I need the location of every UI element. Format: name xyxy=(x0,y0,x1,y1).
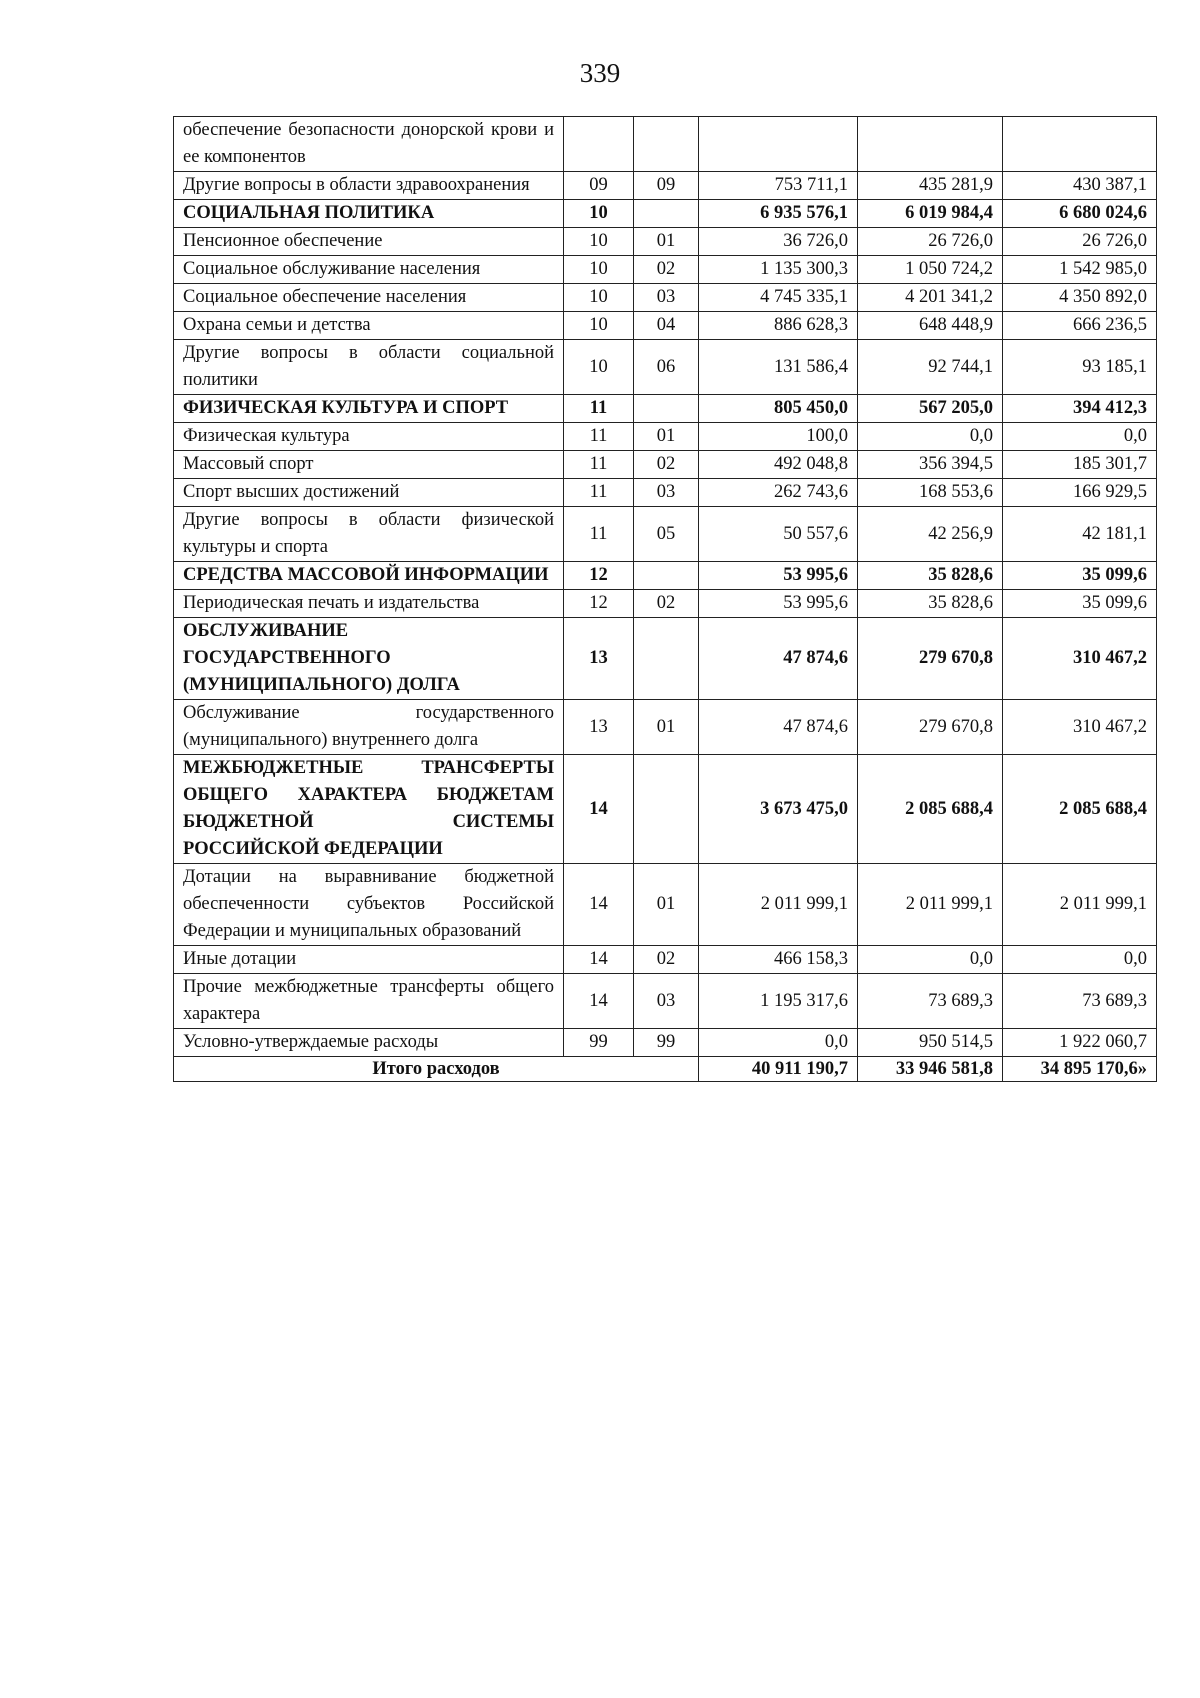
row-section-code: 11 xyxy=(564,395,634,423)
row-subsection-code: 02 xyxy=(634,451,699,479)
row-value-3: 0,0 xyxy=(1003,946,1157,974)
table-row xyxy=(174,974,1157,1029)
row-subsection-code xyxy=(634,395,699,423)
row-value-3 xyxy=(1003,117,1157,172)
row-subsection-code: 02 xyxy=(634,946,699,974)
table-row xyxy=(174,590,1157,618)
row-value-2: 648 448,9 xyxy=(858,312,1003,340)
expenditure-table xyxy=(173,116,1157,1082)
row-value-3: 6 680 024,6 xyxy=(1003,200,1157,228)
row-section-code xyxy=(564,117,634,172)
row-section-code: 13 xyxy=(564,618,634,700)
section-row xyxy=(174,755,1157,864)
row-value-3: 1 922 060,7 xyxy=(1003,1029,1157,1057)
table-row xyxy=(174,479,1157,507)
table-row xyxy=(174,228,1157,256)
row-value-1: 36 726,0 xyxy=(699,228,858,256)
row-value-1: 886 628,3 xyxy=(699,312,858,340)
row-value-2: 435 281,9 xyxy=(858,172,1003,200)
row-name-cell: Другие вопросы в области физической культуры и спорта xyxy=(174,507,564,562)
row-value-2: 168 553,6 xyxy=(858,479,1003,507)
row-subsection-code: 99 xyxy=(634,1029,699,1057)
row-subsection-code xyxy=(634,562,699,590)
row-subsection-code: 02 xyxy=(634,590,699,618)
row-name-cell: обеспечение безопасности донорской крови и ее компонентов xyxy=(174,117,564,172)
row-value-3: 2 011 999,1 xyxy=(1003,864,1157,946)
row-name-cell: Массовый спорт xyxy=(174,451,564,479)
total-value-1: 40 911 190,7 xyxy=(699,1057,858,1082)
row-section-code: 12 xyxy=(564,590,634,618)
total-label: Итого расходов xyxy=(174,1057,699,1082)
row-section-code: 10 xyxy=(564,284,634,312)
table-row xyxy=(174,340,1157,395)
row-value-2: 4 201 341,2 xyxy=(858,284,1003,312)
row-name-cell: Прочие межбюджетные трансферты общего характера xyxy=(174,974,564,1029)
row-name-cell: МЕЖБЮДЖЕТНЫЕ ТРАНСФЕРТЫ ОБЩЕГО ХАРАКТЕРА БЮДЖЕТАМ БЮДЖЕТНОЙ СИСТЕМЫ РОССИЙСКОЙ ФЕДЕРАЦИИ xyxy=(174,755,564,864)
section-row xyxy=(174,618,1157,700)
row-subsection-code: 01 xyxy=(634,423,699,451)
row-name-cell: Периодическая печать и издательства xyxy=(174,590,564,618)
row-value-2: 279 670,8 xyxy=(858,700,1003,755)
row-value-2: 0,0 xyxy=(858,946,1003,974)
row-subsection-code: 02 xyxy=(634,256,699,284)
row-value-1: 53 995,6 xyxy=(699,590,858,618)
row-subsection-code: 01 xyxy=(634,864,699,946)
total-value-3: 34 895 170,6» xyxy=(1003,1057,1157,1082)
row-value-3: 42 181,1 xyxy=(1003,507,1157,562)
row-subsection-code: 01 xyxy=(634,700,699,755)
row-section-code: 10 xyxy=(564,200,634,228)
row-value-2: 567 205,0 xyxy=(858,395,1003,423)
row-value-1: 3 673 475,0 xyxy=(699,755,858,864)
row-section-code: 10 xyxy=(564,228,634,256)
row-subsection-code xyxy=(634,618,699,700)
row-subsection-code: 03 xyxy=(634,284,699,312)
table-row xyxy=(174,507,1157,562)
row-name-cell: Иные дотации xyxy=(174,946,564,974)
row-subsection-code: 06 xyxy=(634,340,699,395)
row-value-1: 1 195 317,6 xyxy=(699,974,858,1029)
row-section-code: 99 xyxy=(564,1029,634,1057)
table-row xyxy=(174,312,1157,340)
row-name-cell: Другие вопросы в области здравоохранения xyxy=(174,172,564,200)
row-section-code: 11 xyxy=(564,423,634,451)
row-value-3: 35 099,6 xyxy=(1003,590,1157,618)
row-value-2 xyxy=(858,117,1003,172)
row-section-code: 10 xyxy=(564,312,634,340)
row-name-cell: ОБСЛУЖИВАНИЕ ГОСУДАРСТВЕННОГО (МУНИЦИПАЛЬНОГО) ДОЛГА xyxy=(174,618,564,700)
table-row xyxy=(174,284,1157,312)
row-name-cell: СРЕДСТВА МАССОВОЙ ИНФОРМАЦИИ xyxy=(174,562,564,590)
row-value-2: 35 828,6 xyxy=(858,590,1003,618)
row-value-1: 47 874,6 xyxy=(699,618,858,700)
row-name-cell: Охрана семьи и детства xyxy=(174,312,564,340)
row-name-cell: Условно-утверждаемые расходы xyxy=(174,1029,564,1057)
row-value-1: 262 743,6 xyxy=(699,479,858,507)
row-subsection-code: 04 xyxy=(634,312,699,340)
row-value-2: 26 726,0 xyxy=(858,228,1003,256)
row-subsection-code: 09 xyxy=(634,172,699,200)
row-value-2: 1 050 724,2 xyxy=(858,256,1003,284)
table-row xyxy=(174,946,1157,974)
page-number: 339 xyxy=(579,58,621,88)
row-value-2: 2 011 999,1 xyxy=(858,864,1003,946)
row-section-code: 09 xyxy=(564,172,634,200)
row-subsection-code: 01 xyxy=(634,228,699,256)
row-value-1: 466 158,3 xyxy=(699,946,858,974)
row-value-3: 4 350 892,0 xyxy=(1003,284,1157,312)
row-section-code: 14 xyxy=(564,946,634,974)
row-section-code: 10 xyxy=(564,340,634,395)
row-value-2: 92 744,1 xyxy=(858,340,1003,395)
row-section-code: 11 xyxy=(564,451,634,479)
row-section-code: 10 xyxy=(564,256,634,284)
row-subsection-code: 03 xyxy=(634,479,699,507)
table-body xyxy=(174,117,1157,1057)
table-row xyxy=(174,256,1157,284)
table-row xyxy=(174,1029,1157,1057)
row-name-cell: Обслуживание государственного (муниципального) внутреннего долга xyxy=(174,700,564,755)
row-name-cell: Спорт высших достижений xyxy=(174,479,564,507)
row-value-3: 1 542 985,0 xyxy=(1003,256,1157,284)
row-value-2: 950 514,5 xyxy=(858,1029,1003,1057)
section-row xyxy=(174,200,1157,228)
section-row xyxy=(174,562,1157,590)
row-value-1: 2 011 999,1 xyxy=(699,864,858,946)
row-value-2: 2 085 688,4 xyxy=(858,755,1003,864)
table-row xyxy=(174,864,1157,946)
row-value-3: 73 689,3 xyxy=(1003,974,1157,1029)
table-row xyxy=(174,117,1157,172)
row-value-3: 310 467,2 xyxy=(1003,618,1157,700)
row-section-code: 12 xyxy=(564,562,634,590)
row-subsection-code: 03 xyxy=(634,974,699,1029)
row-value-2: 42 256,9 xyxy=(858,507,1003,562)
row-subsection-code xyxy=(634,200,699,228)
total-row xyxy=(174,1057,1157,1082)
row-name-cell: Дотации на выравнивание бюджетной обеспеченности субъектов Российской Федерации и муниципальных образований xyxy=(174,864,564,946)
row-name-cell: СОЦИАЛЬНАЯ ПОЛИТИКА xyxy=(174,200,564,228)
row-section-code: 11 xyxy=(564,479,634,507)
row-value-3: 2 085 688,4 xyxy=(1003,755,1157,864)
row-value-2: 279 670,8 xyxy=(858,618,1003,700)
row-section-code: 13 xyxy=(564,700,634,755)
row-value-3: 166 929,5 xyxy=(1003,479,1157,507)
row-value-1: 0,0 xyxy=(699,1029,858,1057)
row-value-3: 310 467,2 xyxy=(1003,700,1157,755)
row-section-code: 14 xyxy=(564,864,634,946)
row-name-cell: Социальное обслуживание населения xyxy=(174,256,564,284)
row-section-code: 11 xyxy=(564,507,634,562)
row-name-cell: Пенсионное обеспечение xyxy=(174,228,564,256)
row-subsection-code xyxy=(634,755,699,864)
row-name-cell: Физическая культура xyxy=(174,423,564,451)
row-section-code: 14 xyxy=(564,755,634,864)
table-row xyxy=(174,451,1157,479)
row-value-1 xyxy=(699,117,858,172)
row-value-3: 666 236,5 xyxy=(1003,312,1157,340)
row-value-2: 0,0 xyxy=(858,423,1003,451)
row-value-1: 50 557,6 xyxy=(699,507,858,562)
row-value-1: 492 048,8 xyxy=(699,451,858,479)
row-value-2: 6 019 984,4 xyxy=(858,200,1003,228)
row-name-cell: Социальное обеспечение населения xyxy=(174,284,564,312)
row-value-3: 185 301,7 xyxy=(1003,451,1157,479)
row-name-cell: Другие вопросы в области социальной политики xyxy=(174,340,564,395)
row-value-1: 1 135 300,3 xyxy=(699,256,858,284)
row-value-3: 394 412,3 xyxy=(1003,395,1157,423)
row-value-1: 131 586,4 xyxy=(699,340,858,395)
row-subsection-code: 05 xyxy=(634,507,699,562)
section-row xyxy=(174,395,1157,423)
row-value-1: 47 874,6 xyxy=(699,700,858,755)
table-row xyxy=(174,172,1157,200)
table-row xyxy=(174,423,1157,451)
row-value-3: 430 387,1 xyxy=(1003,172,1157,200)
row-name-cell: ФИЗИЧЕСКАЯ КУЛЬТУРА И СПОРТ xyxy=(174,395,564,423)
row-value-3: 35 099,6 xyxy=(1003,562,1157,590)
table-row xyxy=(174,700,1157,755)
row-value-3: 26 726,0 xyxy=(1003,228,1157,256)
row-value-1: 53 995,6 xyxy=(699,562,858,590)
row-value-1: 805 450,0 xyxy=(699,395,858,423)
row-value-2: 35 828,6 xyxy=(858,562,1003,590)
row-value-1: 4 745 335,1 xyxy=(699,284,858,312)
row-value-3: 0,0 xyxy=(1003,423,1157,451)
row-value-2: 356 394,5 xyxy=(858,451,1003,479)
row-section-code: 14 xyxy=(564,974,634,1029)
row-value-1: 100,0 xyxy=(699,423,858,451)
row-value-1: 6 935 576,1 xyxy=(699,200,858,228)
total-value-2: 33 946 581,8 xyxy=(858,1057,1003,1082)
row-value-2: 73 689,3 xyxy=(858,974,1003,1029)
row-value-3: 93 185,1 xyxy=(1003,340,1157,395)
row-subsection-code xyxy=(634,117,699,172)
row-value-1: 753 711,1 xyxy=(699,172,858,200)
